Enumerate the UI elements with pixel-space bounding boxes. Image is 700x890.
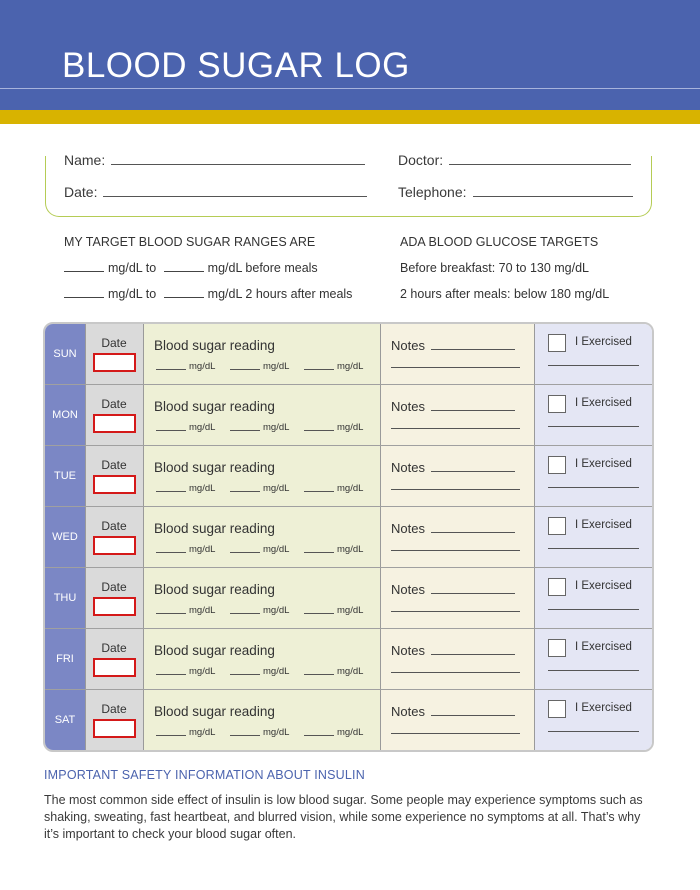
reading-entry-3[interactable] bbox=[304, 422, 363, 433]
notes-line[interactable] bbox=[431, 592, 515, 594]
reading-line[interactable] bbox=[230, 490, 260, 492]
exercised-label: I Exercised bbox=[575, 519, 632, 531]
date-label: Date bbox=[101, 397, 127, 411]
unit-label: mg/dL bbox=[337, 361, 364, 372]
day-label: SUN bbox=[53, 348, 77, 360]
unit-label: mg/dL bbox=[337, 544, 364, 555]
unit-label: mg/dL bbox=[337, 605, 364, 616]
reading-line[interactable] bbox=[156, 429, 186, 431]
unit-label: mg/dL bbox=[263, 361, 290, 372]
notes-field[interactable] bbox=[391, 704, 515, 719]
unit-label: mg/dL bbox=[337, 483, 364, 494]
notes-line[interactable] bbox=[431, 470, 515, 472]
reading-entry-2[interactable] bbox=[230, 605, 289, 616]
date-input-box[interactable] bbox=[93, 597, 136, 616]
page-title: BLOOD SUGAR LOG bbox=[62, 46, 410, 85]
exercised-label: I Exercised bbox=[575, 458, 632, 470]
reading-entry-3[interactable] bbox=[304, 727, 363, 738]
target-ranges-heading: MY TARGET BLOOD SUGAR RANGES ARE bbox=[64, 235, 316, 249]
reading-label: Blood sugar reading bbox=[154, 521, 275, 536]
reading-line[interactable] bbox=[156, 734, 186, 736]
reading-line[interactable] bbox=[304, 551, 334, 553]
date-input-box[interactable] bbox=[93, 353, 136, 372]
reading-line[interactable] bbox=[156, 551, 186, 553]
range-max-blank[interactable] bbox=[164, 270, 204, 272]
reading-label: Blood sugar reading bbox=[154, 399, 275, 414]
unit-label: mg/dL bbox=[337, 666, 364, 677]
exercised-label: I Exercised bbox=[575, 641, 632, 653]
reading-entry-1[interactable] bbox=[156, 544, 215, 555]
blood-sugar-log-table bbox=[43, 322, 654, 752]
date-label: Date bbox=[101, 519, 127, 533]
day-label: THU bbox=[53, 592, 77, 604]
unit-label: mg/dL bbox=[337, 422, 364, 433]
range-min-blank[interactable] bbox=[64, 296, 104, 298]
log-row bbox=[45, 507, 652, 568]
reading-line[interactable] bbox=[304, 734, 334, 736]
exercised-checkbox[interactable] bbox=[548, 334, 566, 352]
exercise-notes-line[interactable] bbox=[548, 365, 639, 366]
log-row bbox=[45, 324, 652, 385]
reading-line[interactable] bbox=[230, 734, 260, 736]
exercised-checkbox[interactable] bbox=[548, 578, 566, 596]
log-row bbox=[45, 568, 652, 629]
exercised-checkbox[interactable] bbox=[548, 456, 566, 474]
reading-line[interactable] bbox=[304, 673, 334, 675]
exercise-notes-line[interactable] bbox=[548, 670, 639, 671]
reading-line[interactable] bbox=[304, 490, 334, 492]
reading-entry-2[interactable] bbox=[230, 544, 289, 555]
date-label: Date bbox=[101, 336, 127, 350]
reading-line[interactable] bbox=[230, 612, 260, 614]
unit-label: mg/dL bbox=[189, 727, 216, 738]
ada-before-breakfast: Before breakfast: 70 to 130 mg/dL bbox=[400, 261, 590, 275]
reading-line[interactable] bbox=[156, 612, 186, 614]
log-row bbox=[45, 629, 652, 690]
notes-line[interactable] bbox=[431, 531, 515, 533]
reading-line[interactable] bbox=[230, 673, 260, 675]
header-rule bbox=[0, 88, 700, 89]
date-input-box[interactable] bbox=[93, 475, 136, 494]
date-input-box[interactable] bbox=[93, 719, 136, 738]
notes-line[interactable] bbox=[391, 733, 520, 734]
date-label: Date bbox=[101, 702, 127, 716]
unit-label: mg/dL bbox=[189, 422, 216, 433]
reading-line[interactable] bbox=[156, 490, 186, 492]
date-input-box[interactable] bbox=[93, 414, 136, 433]
reading-entry-1[interactable] bbox=[156, 483, 215, 494]
reading-line[interactable] bbox=[156, 673, 186, 675]
unit-label: mg/dL bbox=[263, 605, 290, 616]
notes-label: Notes bbox=[391, 460, 425, 475]
doctor-line[interactable] bbox=[449, 163, 631, 165]
reading-line[interactable] bbox=[304, 612, 334, 614]
reading-label: Blood sugar reading bbox=[154, 338, 275, 353]
day-label: TUE bbox=[54, 470, 76, 482]
notes-line[interactable] bbox=[391, 550, 520, 551]
exercised-label: I Exercised bbox=[575, 580, 632, 592]
log-row bbox=[45, 690, 652, 751]
reading-label: Blood sugar reading bbox=[154, 704, 275, 719]
notes-line[interactable] bbox=[391, 428, 520, 429]
notes-line[interactable] bbox=[391, 672, 520, 673]
notes-field[interactable] bbox=[391, 399, 515, 414]
log-row bbox=[45, 385, 652, 446]
reading-label: Blood sugar reading bbox=[154, 643, 275, 658]
unit-label: mg/dL bbox=[189, 544, 216, 555]
reading-entry-2[interactable] bbox=[230, 727, 289, 738]
notes-field[interactable] bbox=[391, 521, 515, 536]
reading-line[interactable] bbox=[304, 368, 334, 370]
reading-entry-3[interactable] bbox=[304, 483, 363, 494]
day-label: FRI bbox=[56, 653, 74, 665]
date-field[interactable] bbox=[64, 184, 367, 200]
unit-label: mg/dL bbox=[263, 666, 290, 677]
doctor-label: Doctor: bbox=[398, 152, 444, 168]
notes-field[interactable] bbox=[391, 460, 515, 475]
name-label: Name: bbox=[64, 152, 106, 168]
day-label: SAT bbox=[54, 714, 76, 726]
date-line[interactable] bbox=[103, 195, 367, 197]
reading-line[interactable] bbox=[230, 368, 260, 370]
date-label: Date bbox=[101, 580, 127, 594]
reading-entry-2[interactable] bbox=[230, 422, 289, 433]
notes-line[interactable] bbox=[431, 409, 515, 411]
target-range-before-meals: mg/dL to mg/dL before meals bbox=[64, 261, 318, 275]
notes-line[interactable] bbox=[431, 653, 515, 655]
unit-label: mg/dL bbox=[263, 727, 290, 738]
notes-label: Notes bbox=[391, 399, 425, 414]
date-label: Date bbox=[101, 458, 127, 472]
reading-entry-1[interactable] bbox=[156, 605, 215, 616]
notes-line[interactable] bbox=[391, 367, 520, 368]
telephone-line[interactable] bbox=[473, 195, 633, 197]
exercised-label: I Exercised bbox=[575, 397, 632, 409]
ada-after-meals: 2 hours after meals: below 180 mg/dL bbox=[400, 287, 610, 301]
exercised-checkbox[interactable] bbox=[548, 700, 566, 718]
reading-label: Blood sugar reading bbox=[154, 460, 275, 475]
notes-line[interactable] bbox=[391, 489, 520, 490]
unit-label: mg/dL bbox=[263, 544, 290, 555]
reading-entry-3[interactable] bbox=[304, 605, 363, 616]
exercise-notes-line[interactable] bbox=[548, 487, 639, 488]
exercise-notes-line[interactable] bbox=[548, 426, 639, 427]
unit-label: mg/dL bbox=[263, 483, 290, 494]
date-label: Date bbox=[101, 641, 127, 655]
notes-line[interactable] bbox=[391, 611, 520, 612]
unit-label: mg/dL bbox=[189, 361, 216, 372]
notes-field[interactable] bbox=[391, 582, 515, 597]
reading-entry-3[interactable] bbox=[304, 544, 363, 555]
reading-entry-3[interactable] bbox=[304, 666, 363, 677]
header-banner bbox=[0, 0, 700, 110]
reading-entry-1[interactable] bbox=[156, 666, 215, 677]
reading-entry-2[interactable] bbox=[230, 666, 289, 677]
exercised-checkbox[interactable] bbox=[548, 639, 566, 657]
date-label: Date: bbox=[64, 184, 98, 200]
safety-heading: IMPORTANT SAFETY INFORMATION ABOUT INSULIN bbox=[44, 768, 365, 782]
unit-label: mg/dL bbox=[337, 727, 364, 738]
notes-label: Notes bbox=[391, 643, 425, 658]
gold-band bbox=[0, 110, 700, 124]
day-label: WED bbox=[52, 531, 78, 543]
ada-targets-heading: ADA BLOOD GLUCOSE TARGETS bbox=[400, 235, 599, 249]
reading-entry-1[interactable] bbox=[156, 727, 215, 738]
reading-entry-1[interactable] bbox=[156, 361, 215, 372]
unit-label: mg/dL bbox=[263, 422, 290, 433]
exercised-label: I Exercised bbox=[575, 336, 632, 348]
reading-entry-3[interactable] bbox=[304, 361, 363, 372]
telephone-field[interactable] bbox=[398, 184, 633, 200]
safety-body: The most common side effect of insulin is low blood sugar. Some people may experience symptoms such as shaking, sweating, fast heartbeat, and blurred vision, while some experience no symptoms at all. That’s why it’s important to check your blood sugar often. bbox=[44, 793, 643, 841]
notes-field[interactable] bbox=[391, 338, 515, 353]
reading-line[interactable] bbox=[156, 368, 186, 370]
range-max-blank[interactable] bbox=[164, 296, 204, 298]
notes-label: Notes bbox=[391, 521, 425, 536]
notes-field[interactable] bbox=[391, 643, 515, 658]
reading-line[interactable] bbox=[230, 551, 260, 553]
name-field[interactable] bbox=[64, 152, 365, 168]
day-label: MON bbox=[52, 409, 78, 421]
name-line[interactable] bbox=[111, 163, 365, 165]
date-input-box[interactable] bbox=[93, 536, 136, 555]
exercise-notes-line[interactable] bbox=[548, 609, 639, 610]
reading-line[interactable] bbox=[304, 429, 334, 431]
notes-label: Notes bbox=[391, 582, 425, 597]
exercised-label: I Exercised bbox=[575, 702, 632, 714]
exercise-notes-line[interactable] bbox=[548, 731, 639, 732]
exercise-notes-line[interactable] bbox=[548, 548, 639, 549]
reading-label: Blood sugar reading bbox=[154, 582, 275, 597]
reading-entry-2[interactable] bbox=[230, 483, 289, 494]
range-min-blank[interactable] bbox=[64, 270, 104, 272]
notes-label: Notes bbox=[391, 338, 425, 353]
exercised-checkbox[interactable] bbox=[548, 395, 566, 413]
unit-label: mg/dL bbox=[189, 605, 216, 616]
reading-entry-2[interactable] bbox=[230, 361, 289, 372]
reading-entry-1[interactable] bbox=[156, 422, 215, 433]
doctor-field[interactable] bbox=[398, 152, 631, 168]
unit-label: mg/dL bbox=[189, 483, 216, 494]
telephone-label: Telephone: bbox=[398, 184, 467, 200]
exercised-checkbox[interactable] bbox=[548, 517, 566, 535]
notes-line[interactable] bbox=[431, 348, 515, 350]
target-range-after-meals: mg/dL to mg/dL 2 hours after meals bbox=[64, 287, 352, 301]
reading-line[interactable] bbox=[230, 429, 260, 431]
log-row bbox=[45, 446, 652, 507]
notes-label: Notes bbox=[391, 704, 425, 719]
notes-line[interactable] bbox=[431, 714, 515, 716]
date-input-box[interactable] bbox=[93, 658, 136, 677]
unit-label: mg/dL bbox=[189, 666, 216, 677]
